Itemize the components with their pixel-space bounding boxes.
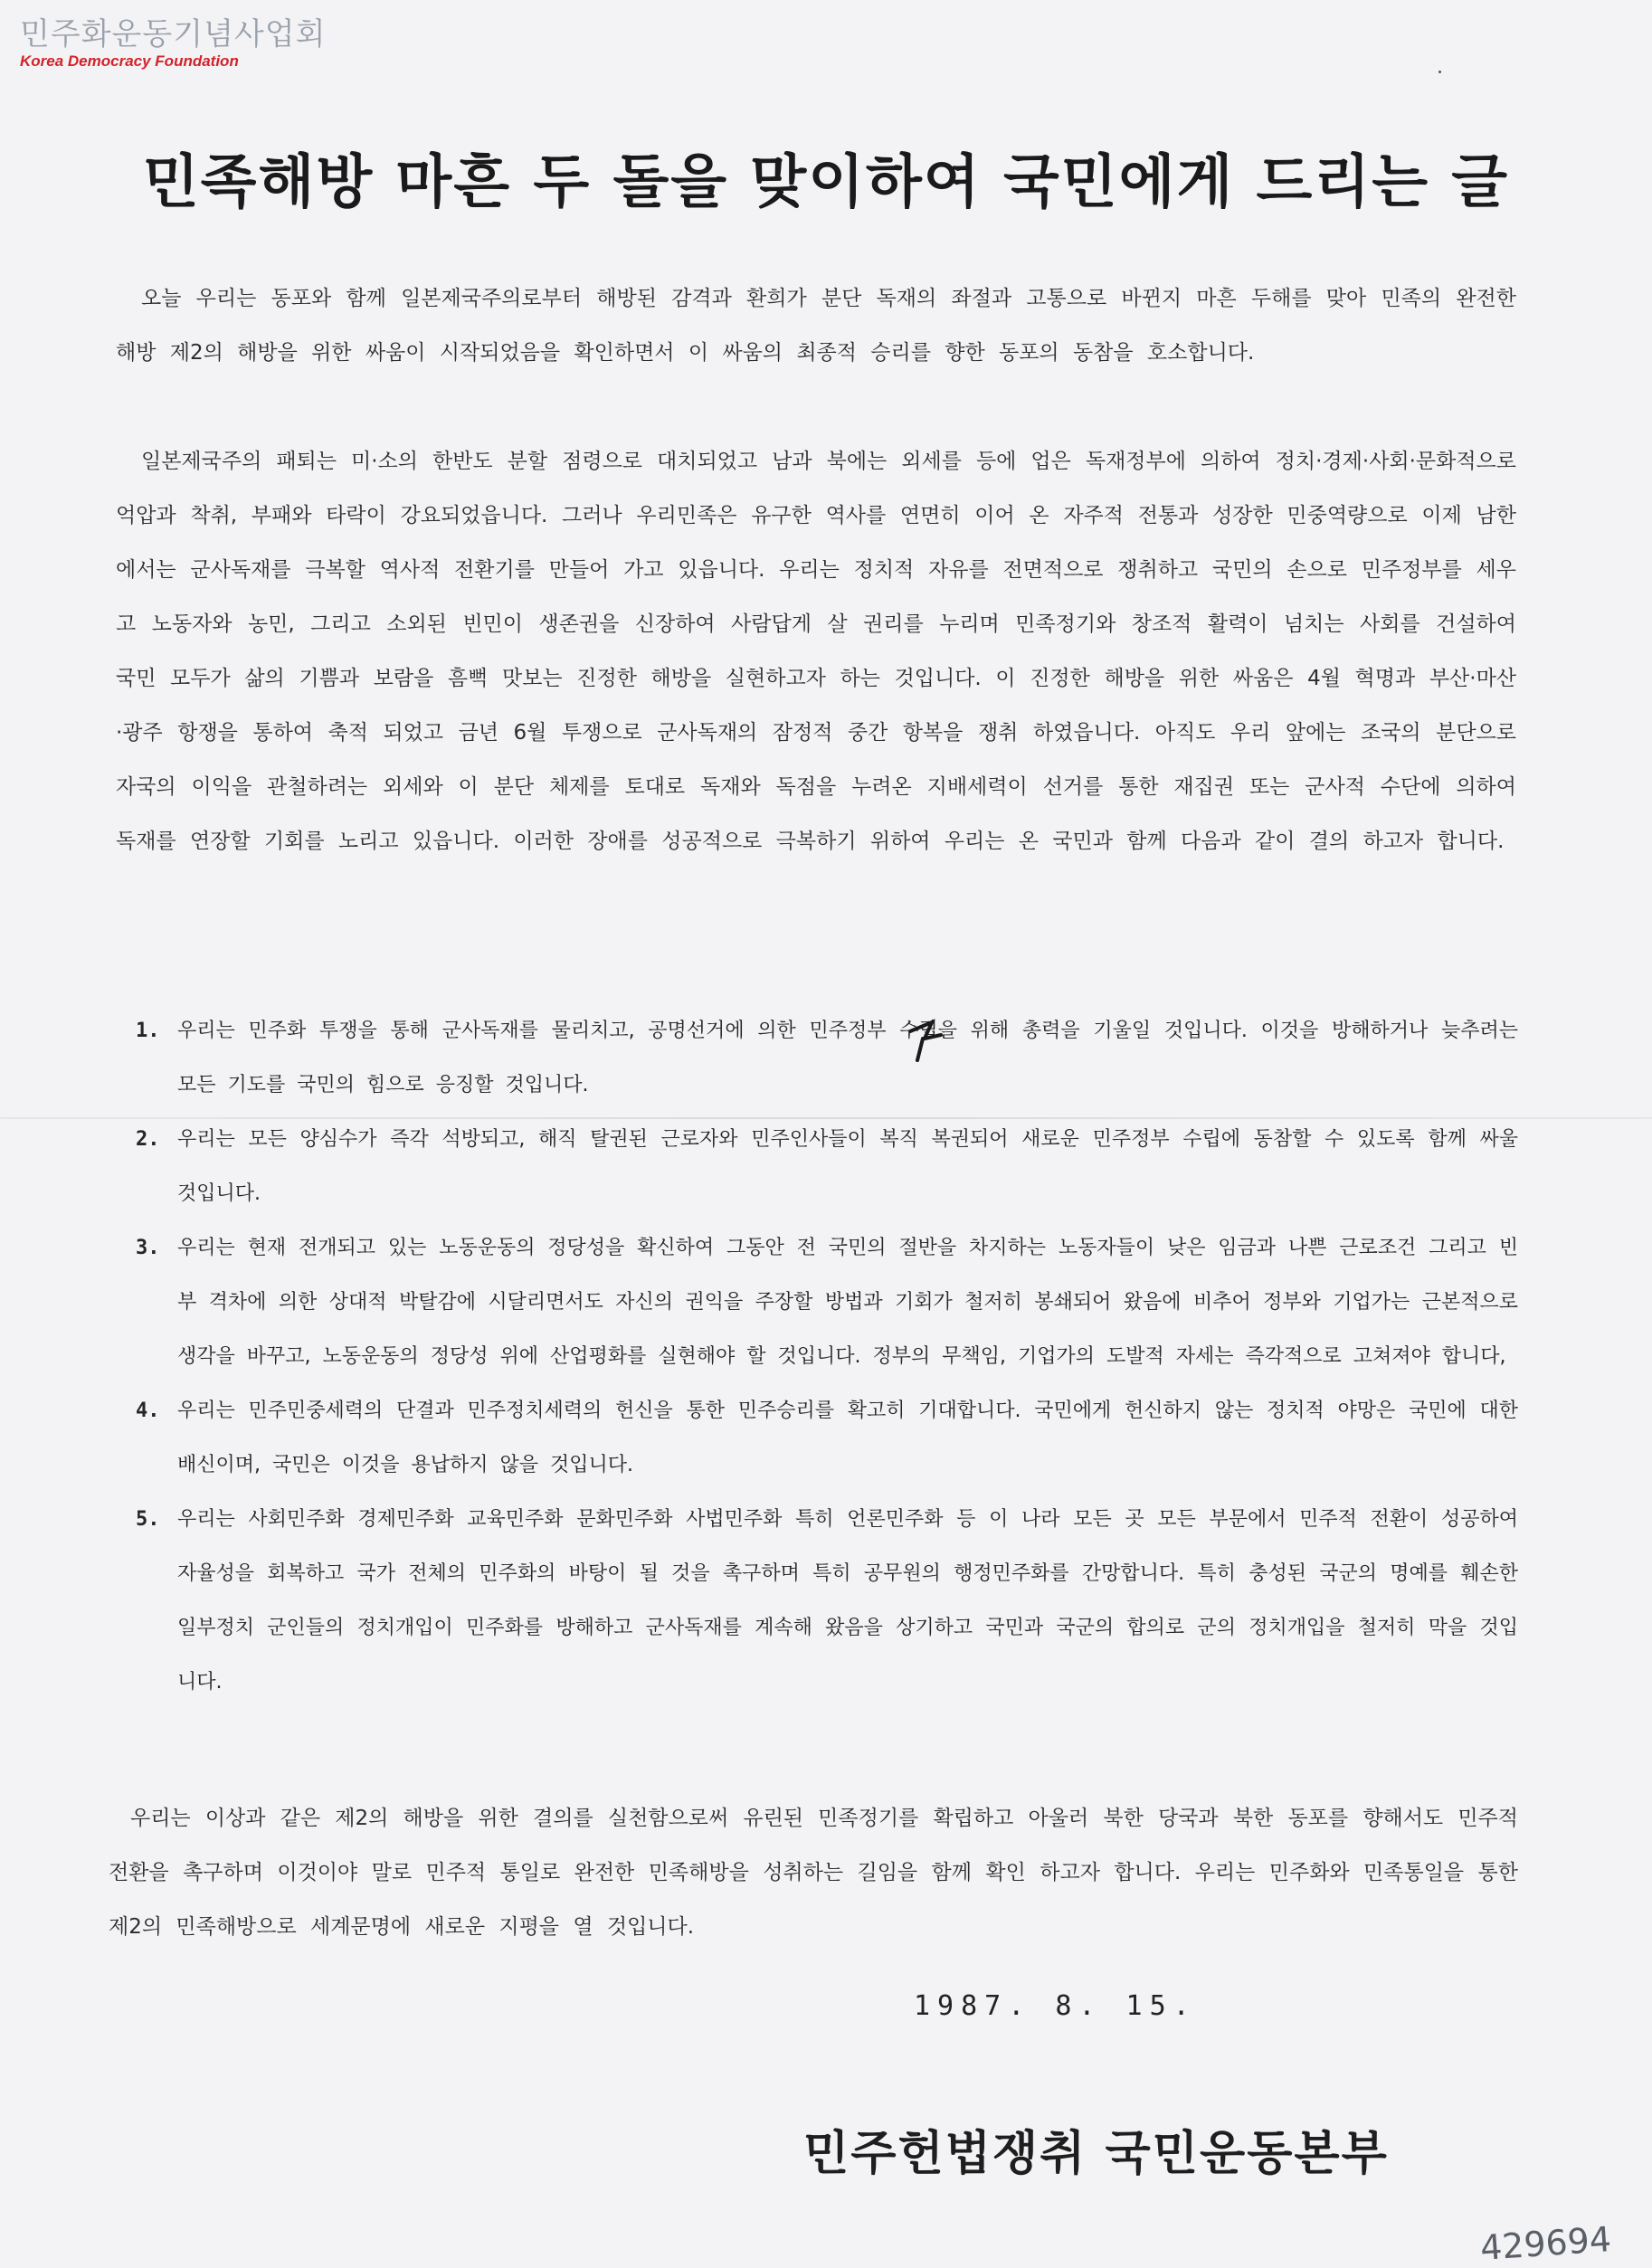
resolution-item xyxy=(136,1004,1518,1113)
resolution-text: 우리는 사회민주화 경제민주화 교육민주화 문화민주화 사법민주화 특히 언론민주화 등 이 나라 모든 곳 모든 부문에서 민주적 전환이 성공하여 자율성을 회복하고 국가 전체의 민주화의 바탕이 될 것을 촉구하며 특히 공무원의 행정민주화를 간망합니다. 특히 충성된 국군의 명예를 훼손한 일부정치 군인들의 정치개입이 민주화를 방해하고 군사독재를 계속해 왔음을 상기하고 국민과 국군의 합의로 군의 정치개입을 철저히 막을 것입니다. xyxy=(177,1508,1518,1694)
resolution-item xyxy=(136,1384,1518,1493)
document-date: 1987. 8. 15. xyxy=(914,1990,1197,2022)
ink-speck xyxy=(1438,71,1441,73)
watermark-english: Korea Democracy Foundation xyxy=(20,52,239,70)
resolution-number: 1. xyxy=(136,1020,160,1042)
watermark-korean: 민주화운동기념사업회 xyxy=(20,16,327,52)
resolution-item xyxy=(136,1221,1518,1384)
resolution-text: 우리는 민주민중세력의 단결과 민주정치세력의 헌신을 통한 민주승리를 확고히 기대합니다. 국민에게 헌신하지 않는 정치적 야망은 국민에 대한 배신이며, 국민은 이것을 용납하지 않을 것입니다. xyxy=(177,1400,1518,1476)
resolution-number: 4. xyxy=(136,1400,160,1422)
intro-paragraph-2-container xyxy=(116,434,1516,868)
intro-paragraph-1-container xyxy=(116,271,1516,380)
resolution-text: 우리는 민주화 투쟁을 통해 군사독재를 물리치고, 공명선거에 의한 민주정부 수립을 위해 총력을 기울일 것입니다. 이것을 방해하거나 늦추려는 모든 기도를 국민의 힘으로 응징할 것입니다. xyxy=(177,1020,1518,1096)
intro-paragraph-1: 오늘 우리는 동포와 함께 일본제국주의로부터 해방된 감격과 환희가 분단 독재의 좌절과 고통으로 바뀐지 마흔 두해를 맞아 민족의 완전한 해방 제2의 해방을 위한 싸움이 시작되었음을 확인하면서 이 싸움의 최종적 승리를 향한 동포의 동참을 호소합니다. xyxy=(116,287,1516,365)
resolution-number: 5. xyxy=(136,1508,160,1531)
watermark-logo xyxy=(20,16,326,71)
handwritten-document-number: 429694 xyxy=(1478,2218,1613,2268)
resolution-text: 우리는 모든 양심수가 즉각 석방되고, 해직 탈권된 근로자와 민주인사들이 복직 복권되어 새로운 민주정부 수립에 동참할 수 있도록 함께 싸울 것입니다. xyxy=(177,1128,1518,1205)
resolution-text: 우리는 현재 전개되고 있는 노동운동의 정당성을 확신하여 그동안 전 국민의 절반을 차지하는 노동자들이 낮은 임금과 나쁜 근로조건 그리고 빈부 격차에 의한 상대적 박탈감에 시달리면서도 자신의 권익을 주장할 방법과 기회가 철저히 봉쇄되어 왔음에 비추어 정부와 기업가는 근본적으로 생각을 바꾸고, 노동운동의 정당성 위에 산업평화를 실현해야 할 것입니다. 정부의 무책임, 기업가의 도발적 자세는 즉각적으로 고쳐져야 합니다, xyxy=(177,1237,1518,1368)
handwritten-mark-icon xyxy=(905,1011,945,1066)
resolution-list xyxy=(136,1004,1518,1710)
document-title: 민족해방 마흔 두 돌을 맞이하여 국민에게 드리는 글 xyxy=(142,149,1510,216)
closing-paragraph: 우리는 이상과 같은 제2의 해방을 위한 결의를 실천함으로써 유린된 민족정기를 확립하고 아울러 북한 당국과 북한 동포를 향해서도 민주적 전환을 촉구하며 이것이야 말로 민주적 통일로 완전한 민족해방을 성취하는 길임을 함께 확인 하고자 합니다. 우리는 민주화와 민족통일을 통한 제2의 민족해방으로 세계문명에 새로운 지평을 열 것입니다. xyxy=(109,1807,1518,1939)
intro-paragraph-2: 일본제국주의 패퇴는 미·소의 한반도 분할 점령으로 대치되었고 남과 북에는 외세를 등에 업은 독재정부에 의하여 정치·경제·사회·문화적으로 억압과 착취, 부패와 타락이 강요되었읍니다. 그러나 우리민족은 유구한 역사를 연면히 이어 온 자주적 전통과 성장한 민중역량으로 이제 남한에서는 군사독재를 극복할 역사적 전환기를 만들어 가고 있읍니다. 우리는 정치적 자유를 전면적으로 쟁취하고 국민의 손으로 민주정부를 세우고 노동자와 농민, 그리고 소외된 빈민이 생존권을 신장하여 사람답게 살 권리를 누리며 민족정기와 창조적 활력이 넘치는 사회를 건설하여 국민 모두가 삶의 기쁨과 보람을 흠뻑 맛보는 진정한 해방을 실현하고자 하는 것입니다. 이 진정한 해방을 위한 싸움은 4월 혁명과 부산·마산·광주 항쟁을 통하여 축적 되었고 금년 6월 투쟁으로 군사독재의 잠정적 중간 항복을 쟁취 하였읍니다. 아직도 우리 앞에는 조국의 분단으로 자국의 이익을 관철하려는 외세와 이 분단 체제를 토대로 독재와 독점을 누려온 지배세력이 선거를 통한 재집권 또는 군사적 수단에 의하여 독재를 연장할 기회를 노리고 있읍니다. 이러한 장애를 성공적으로 극복하기 위하여 우리는 온 국민과 함께 다음과 같이 결의 하고자 합니다. xyxy=(116,450,1516,853)
resolution-number: 2. xyxy=(136,1128,160,1151)
resolution-item xyxy=(136,1493,1518,1710)
resolution-item xyxy=(136,1113,1518,1221)
resolution-number: 3. xyxy=(136,1237,160,1259)
issuing-organization: 민주헌법쟁취 국민운동본부 xyxy=(803,2127,1389,2181)
closing-paragraph-container xyxy=(109,1791,1518,1954)
